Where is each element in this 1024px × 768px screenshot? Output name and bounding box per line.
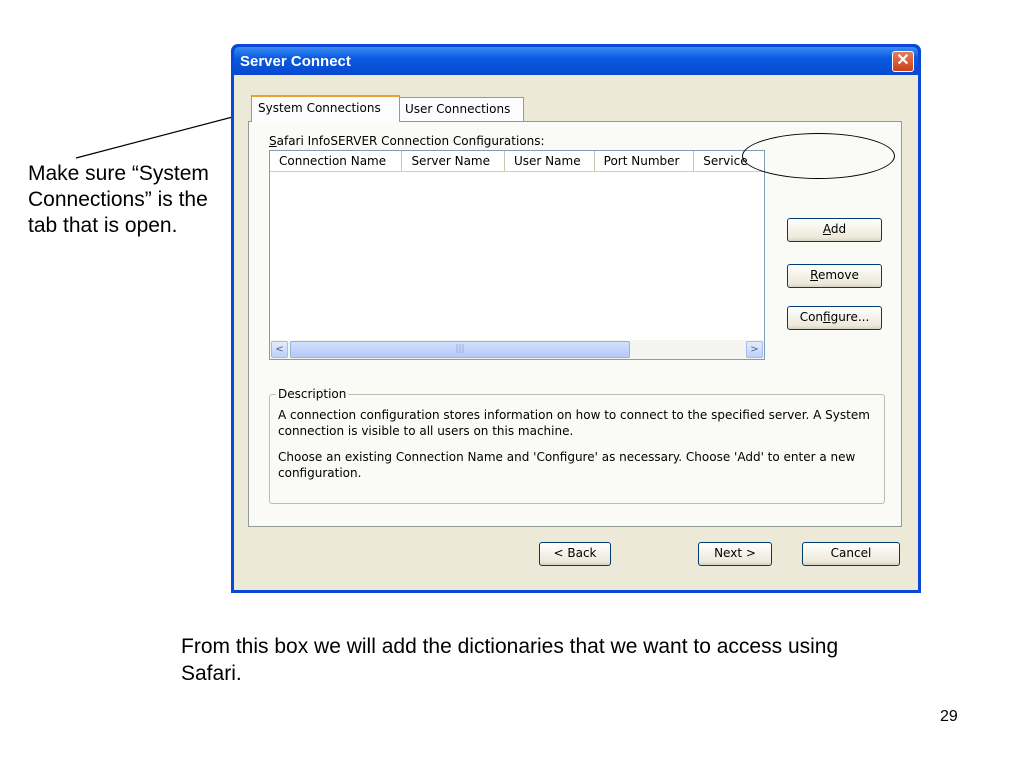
- list-header: [270, 151, 764, 172]
- page-number: 29: [940, 708, 958, 725]
- tab-label: User Connections: [405, 102, 511, 116]
- description-paragraph: A connection configuration stores information on how to connect to the specified server. A System connection is visible to all users on this machine.: [278, 408, 870, 438]
- remove-button[interactable]: Remove: [787, 264, 882, 288]
- tab-label: System Connections: [258, 101, 381, 115]
- add-button[interactable]: Add: [787, 218, 882, 242]
- description-text: [278, 407, 874, 491]
- scroll-left-icon[interactable]: <: [271, 341, 288, 358]
- close-icon: ✕: [896, 52, 910, 69]
- back-button[interactable]: < Back: [539, 542, 611, 566]
- column-header-port-number[interactable]: Port Number: [595, 151, 695, 171]
- column-header-service[interactable]: Service: [703, 154, 748, 168]
- column-header-connection-name[interactable]: Connection Name: [270, 151, 402, 171]
- scroll-right-icon[interactable]: >: [746, 341, 763, 358]
- list-label: Safari InfoSERVER Connection Configurations:: [269, 134, 545, 148]
- description-paragraph: Choose an existing Connection Name and 'Configure' as necessary. Choose 'Add' to enter a new configuration.: [278, 450, 856, 480]
- horizontal-scrollbar[interactable]: [270, 340, 764, 359]
- scroll-thumb[interactable]: |||: [290, 341, 630, 358]
- next-button[interactable]: Next >: [698, 542, 772, 566]
- tab-system-connections[interactable]: [251, 95, 400, 122]
- instruction-note: Make sure “System Connections” is the tab that is open.: [28, 162, 209, 237]
- window-title: Server Connect: [240, 53, 351, 70]
- column-header-user-name[interactable]: User Name: [505, 151, 595, 171]
- description-legend: Description: [278, 387, 347, 401]
- tab-panel: [248, 121, 902, 527]
- cancel-button[interactable]: Cancel: [802, 542, 900, 566]
- column-header-server-name[interactable]: Server Name: [402, 151, 505, 171]
- description-group: [269, 387, 885, 504]
- title-bar[interactable]: [234, 47, 918, 75]
- slide-caption: From this box we will add the dictionaries that we want to access using Safari.: [181, 635, 839, 685]
- tab-user-connections[interactable]: [398, 97, 524, 121]
- close-button[interactable]: [892, 51, 914, 72]
- connection-list[interactable]: [269, 150, 765, 360]
- dialog-body: [234, 75, 918, 590]
- configure-button[interactable]: Configure...: [787, 306, 882, 330]
- server-connect-window: [231, 44, 921, 593]
